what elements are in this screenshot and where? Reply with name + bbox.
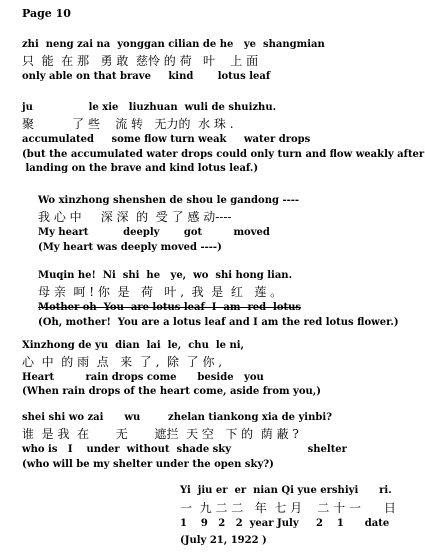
stanza-6-translation: (who will be my shelter under the open sky?)	[22, 459, 274, 470]
stanza-2-english: accumulated some flow turn weak water drops	[22, 134, 311, 145]
stanza-5-english: Heart rain drops come beside you	[22, 372, 264, 383]
stanza-6-hanzi: 谁 是 我 在 无 遮拦 天 空 下 的 荫 蔽 ?	[22, 427, 299, 441]
stanza-3-pinyin: Wo xinzhong shenshen de shou le gandong ----	[38, 195, 300, 206]
stanza-6-english: who is I under without shade sky shelter	[22, 444, 347, 455]
stanza-5-hanzi: 心 中 的 雨 点 来 了 , 除 了 你 ,	[22, 355, 223, 369]
stanza-2-translation-line-1: (but the accumulated water drops could only turn and flow weakly after	[22, 149, 425, 160]
stanza-4-hanzi: 母 亲 呵 ! 你 是 荷 叶 , 我 是 红 莲 。	[38, 285, 283, 299]
date-english: 1 9 2 2 year July 2 1 date	[180, 518, 390, 529]
stanza-3-english: My heart deeply got moved	[38, 227, 270, 238]
stanza-1-hanzi: 只 能 在 那 勇 敢 慈怜 的 荷 叶 上 面	[22, 54, 259, 68]
stanza-4-english: Mother oh You are lotus leaf I am red lotus	[38, 302, 302, 313]
stanza-4-translation: (Oh, mother! You are a lotus leaf and I am the red lotus flower.)	[38, 317, 399, 328]
stanza-5-pinyin: Xinzhong de yu dian lai le, chu le ni,	[22, 340, 245, 351]
stanza-3-translation: (My heart was deeply moved ----)	[38, 242, 222, 253]
stanza-6-pinyin: shei shi wo zai wu zhelan tiankong xia de yinbi?	[22, 412, 332, 423]
stanza-2-translation-line-2: landing on the brave and kind lotus leaf.)	[22, 163, 259, 174]
stanza-1-english: only able on that brave kind lotus leaf	[22, 71, 271, 82]
date-hanzi: 一 九 二 二 年 七 月 二 十 一 日	[180, 501, 396, 515]
page-label: Page 10	[22, 7, 71, 20]
date-translation: (July 21, 1922 )	[180, 535, 267, 546]
stanza-1-pinyin: zhi neng zai na yonggan cilian de he ye shangmian	[22, 39, 325, 50]
stanza-3-hanzi: 我 心 中 深 深 的 受 了 感 动----	[38, 210, 232, 224]
date-pinyin: Yi jiu er er nian Qi yue ershiyi ri.	[180, 485, 392, 496]
stanza-5-translation: (When rain drops of the heart come, aside from you,)	[22, 386, 322, 397]
stanza-2-pinyin: ju le xie liuzhuan wuli de shuizhu.	[22, 102, 277, 113]
stanza-4-pinyin: Muqin he! Ni shi he ye, wo shi hong lian.	[38, 270, 293, 281]
stanza-2-hanzi: 聚 了 些 流 转 无力的 水 珠 .	[22, 117, 234, 131]
